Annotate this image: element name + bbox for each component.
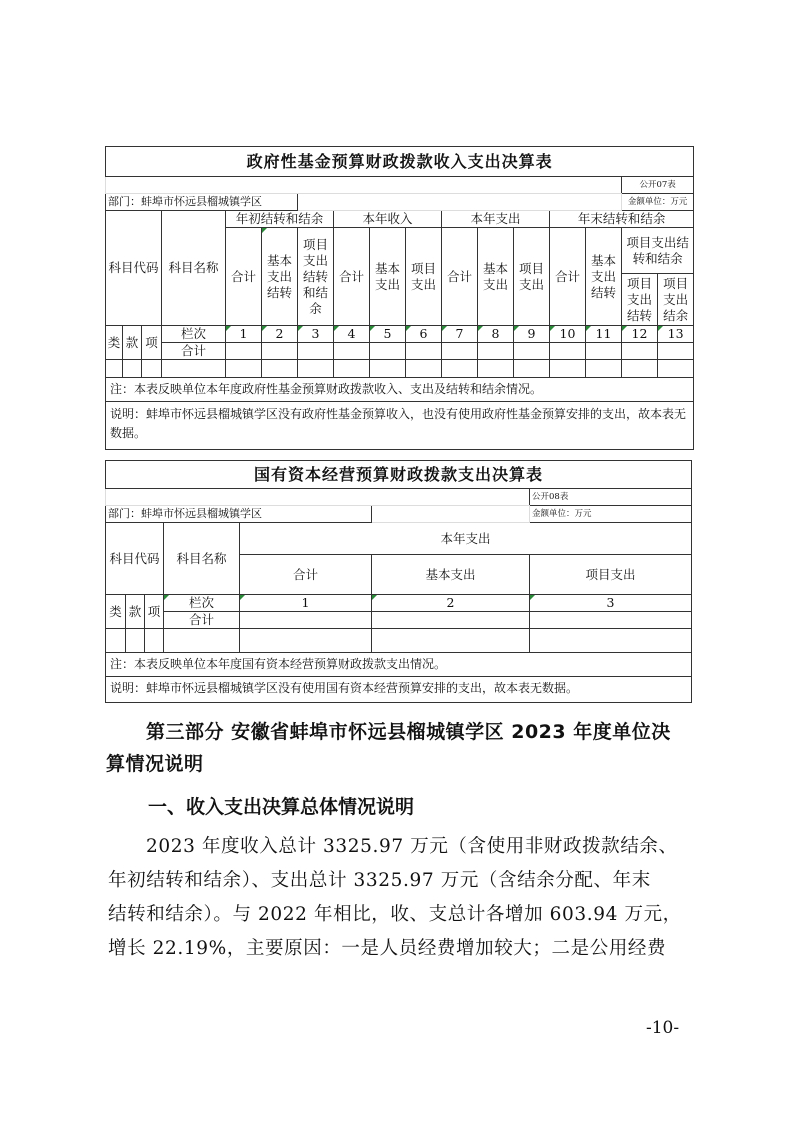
table1-h-total: 合计 — [550, 228, 586, 326]
table1-heji: 合计 — [162, 343, 226, 360]
section-heading — [106, 716, 696, 780]
table1-h-total: 合计 — [226, 228, 262, 326]
table2-col-num: 2 — [372, 595, 530, 612]
page-number: -10- — [646, 1018, 680, 1038]
table1-dept: 部门：蚌埠市怀远县榴城镇学区 — [106, 194, 298, 211]
table1-lanci: 栏次 — [162, 326, 226, 343]
table1-group-begin: 年初结转和结余 — [226, 211, 334, 228]
table-govfund — [105, 146, 691, 450]
table1-h-basic-carry: 基本支出结转 — [262, 228, 298, 326]
table2-col-name: 科目名称 — [164, 523, 240, 595]
table1-lei: 类 — [106, 326, 123, 360]
table1-h-total: 合计 — [442, 228, 478, 326]
paragraph-line: 年初结转和结余）、支出总计 3325.97 万元（含结余分配、年末 — [108, 870, 651, 891]
table1-h-project: 项目支出 — [406, 228, 442, 326]
table1-col-num: 13 — [658, 326, 694, 343]
table2-code: 公开08表 — [530, 489, 692, 506]
table2-kuan: 款 — [126, 595, 145, 629]
table-row — [106, 629, 692, 653]
table2-col-code: 科目代码 — [106, 523, 164, 595]
table1-col-num: 9 — [514, 326, 550, 343]
table1-group-end: 年末结转和结余 — [550, 211, 694, 228]
table1-note: 注：本表反映单位本年度政府性基金预算财政拨款收入、支出及结转和结余情况。 — [106, 378, 694, 402]
paragraph-line: 2023 年度收入总计 3325.97 万元（含使用非财政拨款结余、 — [146, 836, 678, 857]
table1-h-project-carry: 项目支出结转和结余 — [298, 228, 334, 326]
table2-col-num: 3 — [530, 595, 692, 612]
table-soe — [105, 460, 691, 703]
table1-h-project-group: 项目支出结转和结余 — [622, 228, 694, 274]
table1-group-expense: 本年支出 — [442, 211, 550, 228]
paragraph-line: 增长 22.19%，主要原因：一是人员经费增加较大；二是公用经费 — [108, 938, 667, 959]
table1-explain: 说明：蚌埠市怀远县榴城镇学区没有政府性基金预算收入，也没有使用政府性基金预算安排的支出，故本表无数据。 — [106, 402, 694, 450]
table-row — [106, 360, 694, 378]
table1-col-num: 12 — [622, 326, 658, 343]
table2-heji: 合计 — [164, 612, 240, 629]
table2-dept: 部门：蚌埠市怀远县榴城镇学区 — [106, 506, 372, 523]
table2-lanci: 栏次 — [164, 595, 240, 612]
table2-note: 注：本表反映单位本年度国有资本经营预算财政拨款支出情况。 — [106, 653, 692, 677]
table2-lei: 类 — [106, 595, 126, 629]
table1-col-num: 2 — [262, 326, 298, 343]
table1-col-num: 7 — [442, 326, 478, 343]
table1-col-num: 3 — [298, 326, 334, 343]
table1-h-basic: 基本支出 — [478, 228, 514, 326]
table1-unit: 金额单位：万元 — [622, 194, 694, 211]
table2-xiang: 项 — [145, 595, 164, 629]
table2-unit: 金额单位：万元 — [530, 506, 692, 523]
table2-col-num: 1 — [240, 595, 372, 612]
table1-col-num: 11 — [586, 326, 622, 343]
section-heading-line2: 算情况说明 — [106, 753, 204, 775]
table1-h-basic: 基本支出 — [370, 228, 406, 326]
table1-col-num: 10 — [550, 326, 586, 343]
table1-xiang: 项 — [142, 326, 162, 360]
table1-h-proj-carry: 项目支出结转 — [622, 274, 658, 326]
table1-kuan: 款 — [123, 326, 142, 360]
subheading: 一、收入支出决算总体情况说明 — [148, 796, 415, 818]
table1-code: 公开07表 — [622, 177, 694, 194]
summary-paragraph — [108, 830, 698, 966]
section-heading-line1: 第三部分 安徽省蚌埠市怀远县榴城镇学区 2023 年度单位决 — [146, 721, 671, 743]
table1-col-num: 4 — [334, 326, 370, 343]
table1-h-total: 合计 — [334, 228, 370, 326]
table1-col-num: 8 — [478, 326, 514, 343]
table1-h-basic-carry: 基本支出结转 — [586, 228, 622, 326]
table1-h-proj-balance: 项目支出结余 — [658, 274, 694, 326]
table1-col-num: 1 — [226, 326, 262, 343]
paragraph-line: 结转和结余）。与 2022 年相比，收、支总计各增加 603.94 万元， — [108, 904, 682, 925]
table2-explain: 说明：蚌埠市怀远县榴城镇学区没有使用国有资本经营预算安排的支出，故本表无数据。 — [106, 677, 692, 703]
table1-col-num: 5 — [370, 326, 406, 343]
table1-h-project: 项目支出 — [514, 228, 550, 326]
table1-col-code: 科目代码 — [106, 211, 162, 326]
table2-h-basic: 基本支出 — [372, 555, 530, 595]
table2-title: 国有资本经营预算财政拨款支出决算表 — [106, 461, 692, 489]
table1-col-num: 6 — [406, 326, 442, 343]
table2-group-expense: 本年支出 — [240, 523, 692, 555]
table1-col-name: 科目名称 — [162, 211, 226, 326]
table1-title: 政府性基金预算财政拨款收入支出决算表 — [106, 147, 694, 177]
table2-h-total: 合计 — [240, 555, 372, 595]
table1-group-income: 本年收入 — [334, 211, 442, 228]
table2-h-project: 项目支出 — [530, 555, 692, 595]
